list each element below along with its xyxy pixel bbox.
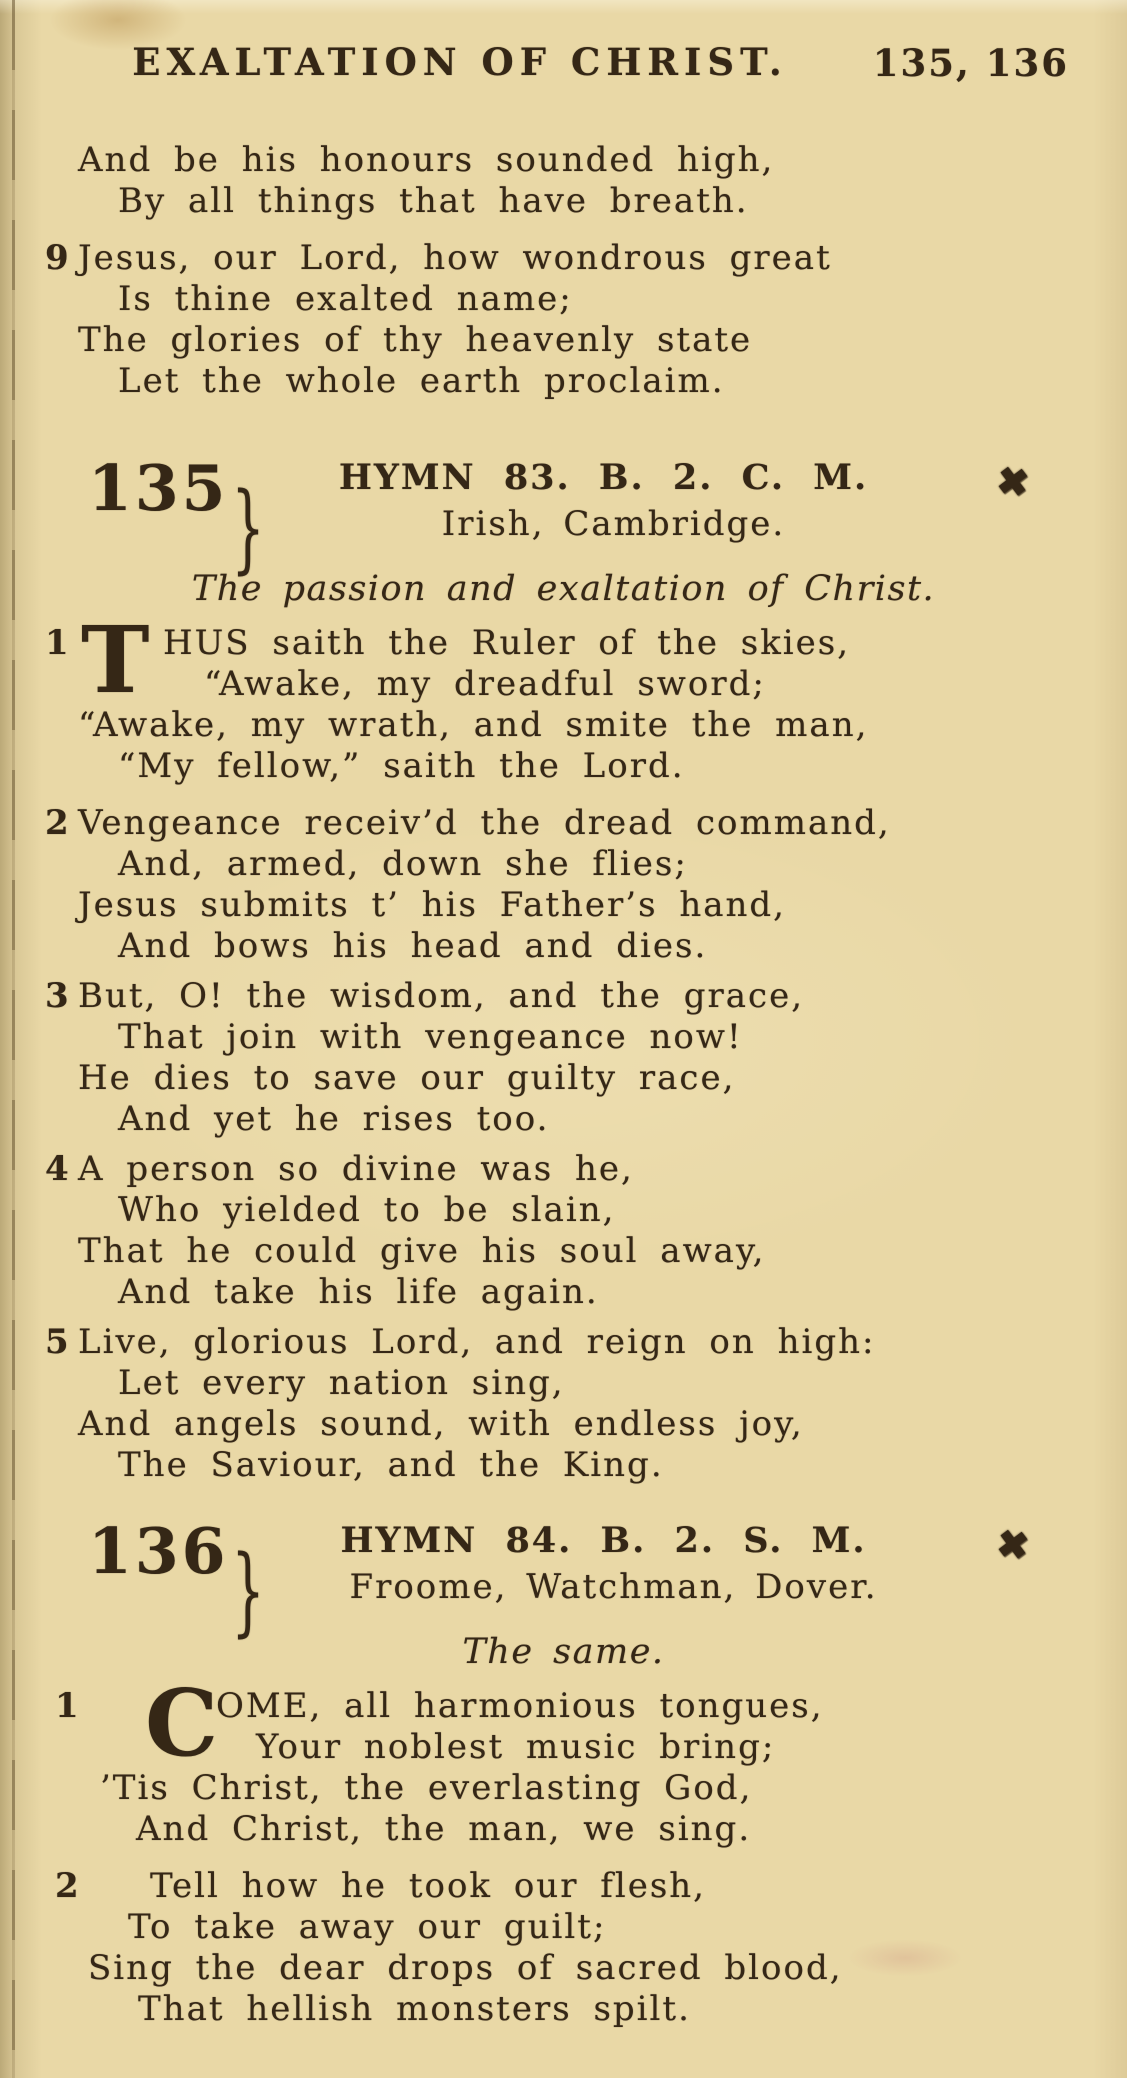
verse-text: And, armed, down she flies;	[118, 844, 688, 884]
binding-gutter-line	[12, 0, 15, 2078]
verse-text: Jesus, our Lord, how wondrous great	[78, 238, 832, 278]
hymn-tune-names: Irish, Cambridge.	[441, 504, 786, 544]
verse-text: Is thine exalted name;	[118, 279, 573, 319]
verse-text: And angels sound, with endless joy,	[78, 1404, 804, 1444]
verse-line	[40, 1190, 1127, 1231]
verse-line	[40, 1231, 1127, 1272]
verse-line	[40, 664, 1127, 705]
verse-text: Let every nation sing,	[118, 1363, 565, 1403]
printers-mark-icon: ✖	[994, 1520, 1032, 1569]
printers-mark-icon: ✖	[994, 457, 1032, 506]
verse-text: That join with vengeance now!	[118, 1017, 743, 1057]
verse-line	[40, 1404, 1127, 1445]
verse-line	[40, 623, 1127, 664]
stanza-number: 3	[45, 976, 69, 1016]
verse-text: Tell how he took our flesh,	[150, 1866, 706, 1906]
verse-text: And be his honours sounded high,	[78, 140, 775, 180]
verse-text: Your noblest music bring;	[256, 1727, 776, 1767]
verse-line	[40, 1099, 1127, 1140]
verse-line	[40, 705, 1127, 746]
verse-text: HUS saith the Ruler of the skies,	[163, 623, 851, 663]
running-header	[0, 0, 1127, 92]
verse-line	[40, 320, 1127, 361]
hymn-heading: HYMN 83. B. 2. C. M.	[338, 457, 869, 498]
hymn-number-block	[88, 451, 265, 586]
verse-line	[40, 1017, 1127, 1058]
verse-text: Jesus submits t’ his Father’s hand,	[78, 885, 786, 925]
hymn-brace: }	[231, 1537, 265, 1649]
verse-line	[40, 1907, 1127, 1948]
stanza-number: 1	[45, 623, 69, 663]
stanza-number: 1	[55, 1686, 79, 1726]
verse-text: But, O! the wisdom, and the grace,	[78, 976, 804, 1016]
verse-text: He dies to save our guilty race,	[78, 1058, 736, 1098]
hymn-number: 136	[88, 1514, 229, 1588]
verse-text: A person so divine was he,	[78, 1149, 634, 1189]
verse-line	[40, 279, 1127, 320]
verse-text: ’Tis Christ, the everlasting God,	[100, 1768, 753, 1808]
verse-line	[40, 1768, 1127, 1809]
stanza-number: 2	[45, 803, 69, 843]
stanza-9	[40, 238, 1127, 402]
verse-line	[40, 1149, 1127, 1190]
verse-line	[40, 238, 1127, 279]
verse-text: “Awake, my dreadful sword;	[204, 664, 766, 704]
stanza-2	[40, 1866, 1127, 2030]
page-numbers: 135, 136	[872, 41, 1069, 85]
stanza-number: 2	[55, 1866, 79, 1906]
verse-text: And Christ, the man, we sing.	[136, 1809, 752, 1849]
verse-line	[40, 1809, 1127, 1850]
verse-line	[40, 885, 1127, 926]
hymn-number: 135	[88, 451, 229, 525]
hymn-subject: The passion and exaltation of Christ.	[191, 569, 936, 609]
verse-line	[40, 1727, 1127, 1768]
page-title: EXALTATION OF CHRIST.	[132, 40, 788, 84]
verse-line	[40, 140, 1127, 181]
verse-line	[40, 746, 1127, 787]
verse-text: And bows his head and dies.	[118, 926, 708, 966]
stanza-continuation	[40, 92, 1127, 222]
verse-text: By all things that have breath.	[118, 181, 749, 221]
verse-text: And take his life again.	[118, 1272, 599, 1312]
verse-text: And yet he rises too.	[118, 1099, 550, 1139]
stanza-1	[40, 1669, 1127, 1850]
verse-line	[40, 976, 1127, 1017]
verse-text: Sing the dear drops of sacred blood,	[88, 1948, 843, 1988]
verse-text: “My fellow,” saith the Lord.	[118, 746, 685, 786]
drop-cap: T	[81, 606, 150, 714]
verse-text: That hellish monsters spilt.	[138, 1989, 691, 2029]
verse-line	[40, 361, 1127, 402]
verse-line	[40, 803, 1127, 844]
hymn-136-header	[80, 1514, 1087, 1649]
stanza-4	[40, 1149, 1127, 1313]
hymn-brace: }	[231, 474, 265, 586]
verse-line	[40, 1989, 1127, 2030]
verse-line	[40, 1322, 1127, 1363]
verse-line	[40, 1058, 1127, 1099]
hymn-subject: The same.	[462, 1632, 665, 1672]
verse-text: That he could give his soul away,	[78, 1231, 766, 1271]
verse-text: OME, all harmonious tongues,	[216, 1686, 824, 1726]
verse-line	[40, 1948, 1127, 1989]
verse-line	[40, 1363, 1127, 1404]
verse-text: Who yielded to be slain,	[118, 1190, 616, 1230]
hymn-heading: HYMN 84. B. 2. S. M.	[340, 1520, 867, 1561]
verse-text: Let the whole earth proclaim.	[118, 361, 725, 401]
drop-cap: C	[145, 1669, 219, 1777]
hymn-number-block	[88, 1514, 265, 1649]
stanza-number: 9	[45, 238, 69, 278]
stanza-2	[40, 803, 1127, 967]
verse-text: To take away our guilt;	[128, 1907, 607, 1947]
page-body	[40, 92, 1127, 2030]
stanza-3	[40, 976, 1127, 1140]
verse-line	[40, 181, 1127, 222]
verse-text: The glories of thy heavenly state	[78, 320, 753, 360]
verse-line	[40, 844, 1127, 885]
verse-text: Vengeance receiv’d the dread command,	[78, 803, 891, 843]
verse-line	[40, 1272, 1127, 1313]
verse-line	[40, 1866, 1127, 1907]
stanza-5	[40, 1322, 1127, 1486]
verse-text: Live, glorious Lord, and reign on high:	[78, 1322, 876, 1362]
verse-line	[40, 1445, 1127, 1486]
hymn-135-header	[80, 451, 1087, 586]
verse-text: “Awake, my wrath, and smite the man,	[78, 705, 869, 745]
verse-line	[40, 926, 1127, 967]
stanza-number: 4	[45, 1149, 69, 1189]
verse-line	[40, 1686, 1127, 1727]
stanza-1	[40, 606, 1127, 787]
hymn-tune-names: Froome, Watchman, Dover.	[349, 1567, 878, 1607]
verse-text: The Saviour, and the King.	[118, 1445, 664, 1485]
stanza-number: 5	[45, 1322, 69, 1362]
